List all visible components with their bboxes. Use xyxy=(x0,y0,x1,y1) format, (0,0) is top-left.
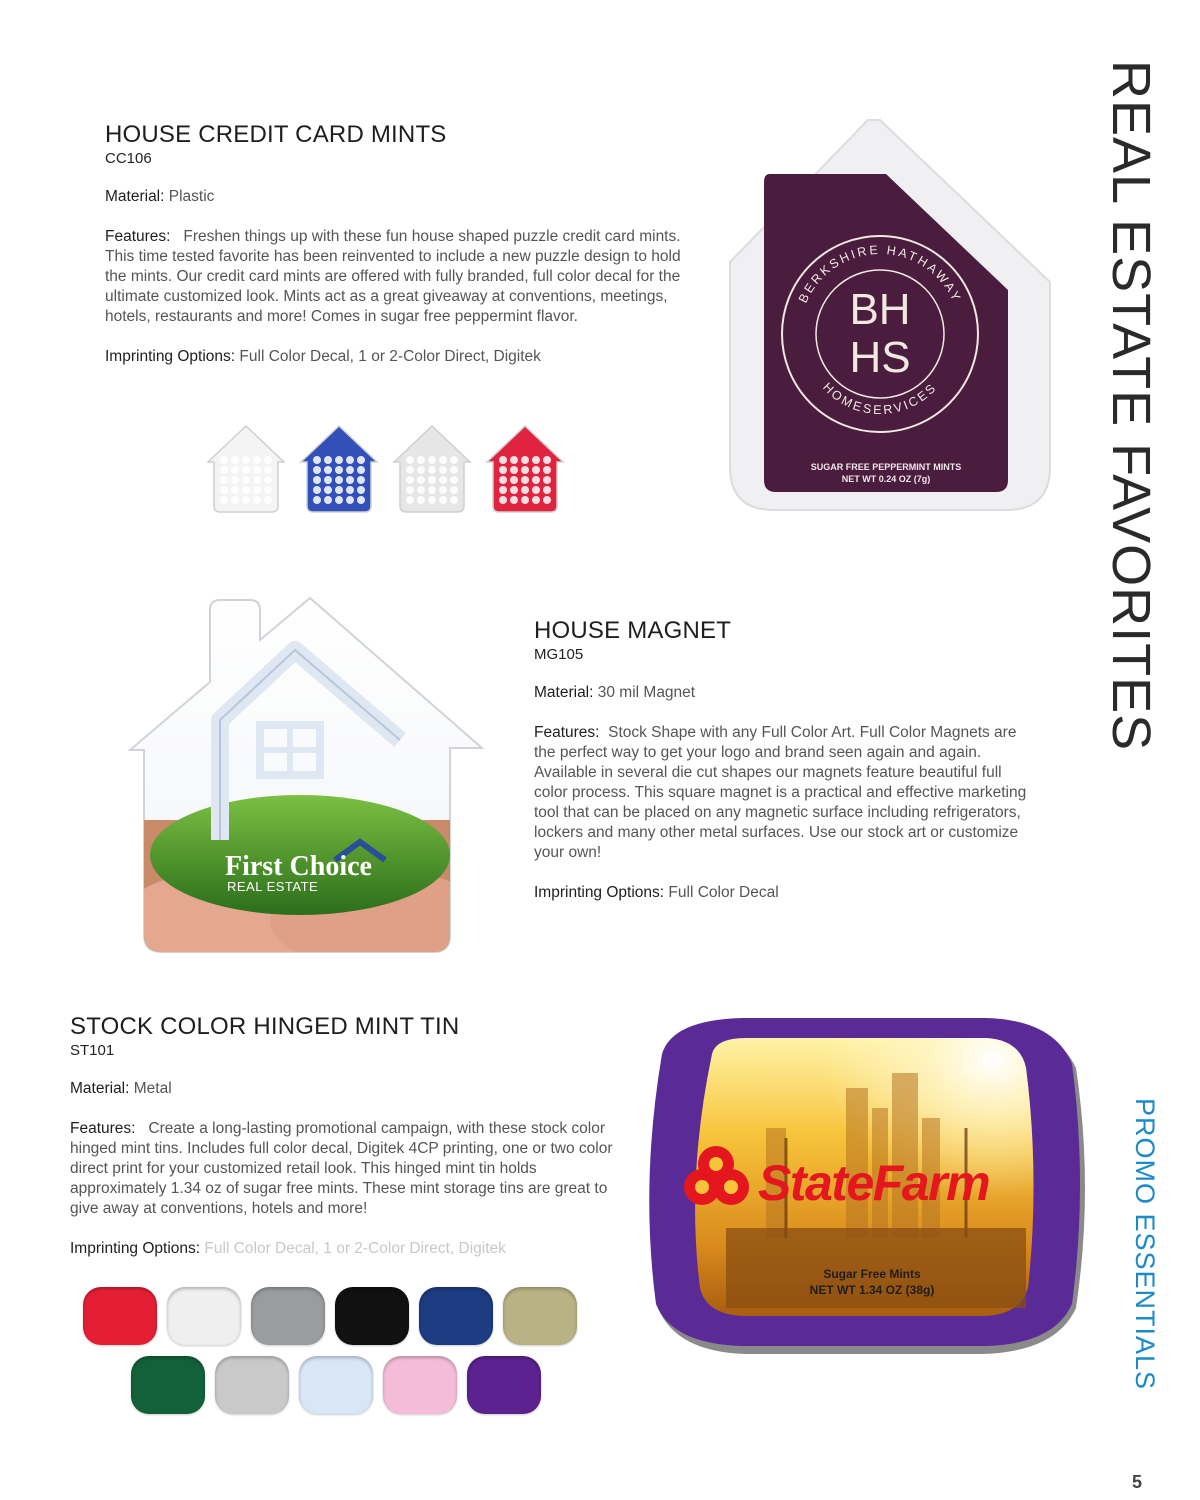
mint-tin-image xyxy=(636,1018,1092,1358)
color-swatch xyxy=(83,1287,157,1345)
features-label: Features: xyxy=(70,1120,136,1137)
mint-label-line1: SUGAR FREE PEPPERMINT MINTS xyxy=(810,462,962,472)
color-swatch xyxy=(383,1356,457,1414)
material-line xyxy=(534,683,1034,703)
house-mint-case-image xyxy=(700,112,1060,512)
material-line xyxy=(70,1079,615,1099)
imprint-label: Imprinting Options: xyxy=(534,884,665,901)
color-variants xyxy=(200,420,580,520)
material-label: Material: xyxy=(534,684,594,701)
product-sku: ST101 xyxy=(70,1042,115,1059)
material-label: Material: xyxy=(70,1080,130,1097)
color-swatch xyxy=(299,1356,373,1414)
features-paragraph xyxy=(534,723,1034,863)
variant-house-mint xyxy=(394,426,470,512)
variant-house-mint xyxy=(487,426,563,512)
magnet-brand-line2: REAL ESTATE xyxy=(227,879,319,894)
house-magnet-image xyxy=(110,590,490,960)
imprint-value: Full Color Decal, 1 or 2-Color Direct, Digitek xyxy=(204,1240,506,1257)
ring-text-bottom: HOMESERVICES xyxy=(820,379,940,418)
imprint-label: Imprinting Options: xyxy=(70,1240,201,1257)
material-value: 30 mil Magnet xyxy=(597,684,696,701)
material-label: Material: xyxy=(105,188,165,205)
tin-brand-text: StateFarm xyxy=(758,1155,990,1211)
product-stock-color-hinged-mint-tin xyxy=(70,1013,615,1279)
color-swatch xyxy=(131,1356,205,1414)
features-text: Create a long-lasting promotional campaign, with these stock color hinged mint tins. Includes full color decal, Digitek 4CP printing, one or two color direct print for your customized retail look. This hinged mint tin holds approximately 1.34 oz of sugar free mints. These mint storage tins are great to give away at conventions, hotels and more! xyxy=(70,1120,613,1217)
imprint-label: Imprinting Options: xyxy=(105,348,236,365)
features-paragraph xyxy=(70,1119,615,1219)
color-swatch xyxy=(251,1287,325,1345)
material-value: Plastic xyxy=(168,188,215,205)
product-sku: MG105 xyxy=(534,646,584,663)
variant-house-mint xyxy=(208,426,284,512)
material-value: Metal xyxy=(133,1080,172,1097)
tin-label-line2: NET WT 1.34 OZ (38g) xyxy=(809,1283,935,1297)
features-text: Freshen things up with these fun house shaped puzzle credit card mints. This time tested favorite has been reinvented to include a new puzzle design to hold the mints. Our credit card mints are offered with fully branded, full color decal for the ultimate customized look. Mints act as a great giveaway at conventions, meetings, hotels, restaurants and more! Comes in sugar free peppermint flavor. xyxy=(105,228,681,325)
features-paragraph xyxy=(105,227,685,327)
color-swatch xyxy=(419,1287,493,1345)
material-line xyxy=(105,187,685,207)
product-sku: CC106 xyxy=(105,150,152,167)
imprint-line xyxy=(534,883,1034,903)
mint-label-line2: NET WT 0.24 OZ (7g) xyxy=(841,474,931,484)
imprint-value: Full Color Decal xyxy=(668,884,779,901)
color-swatch xyxy=(503,1287,577,1345)
product-house-credit-card-mints xyxy=(105,121,685,387)
color-swatch xyxy=(215,1356,289,1414)
variant-house-mint xyxy=(301,426,377,512)
features-label: Features: xyxy=(105,228,171,245)
product-title: HOUSE CREDIT CARD MINTS xyxy=(105,121,447,148)
magnet-brand-line1: First Choice xyxy=(225,851,372,882)
color-swatch xyxy=(335,1287,409,1345)
imprint-value: Full Color Decal, 1 or 2-Color Direct, Digitek xyxy=(239,348,541,365)
color-swatch xyxy=(467,1356,541,1414)
features-label: Features: xyxy=(534,724,600,741)
features-text: Stock Shape with any Full Color Art. Full Color Magnets are the perfect way to get your logo and brand seen again and again. Available in several die cut shapes our magnets feature beautiful full color process. This square magnet is a practical and effective marketing tool that can be placed on any magnetic surface including refrigerators, lockers and many other metal surfaces. Use our stock art or customize your own! xyxy=(534,724,1027,861)
ring-text-top: BERKSHIRE HATHAWAY xyxy=(795,242,965,306)
product-title: HOUSE MAGNET xyxy=(534,617,732,644)
logo-line2: HS xyxy=(849,333,911,382)
logo-line1: BH xyxy=(849,285,911,334)
product-house-magnet xyxy=(534,617,1034,923)
color-swatch xyxy=(167,1287,241,1345)
imprint-line xyxy=(70,1239,615,1259)
tin-label-line1: Sugar Free Mints xyxy=(823,1267,921,1281)
page-number: 5 xyxy=(1132,1472,1143,1492)
imprint-line xyxy=(105,347,685,367)
product-title: STOCK COLOR HINGED MINT TIN xyxy=(70,1013,460,1040)
